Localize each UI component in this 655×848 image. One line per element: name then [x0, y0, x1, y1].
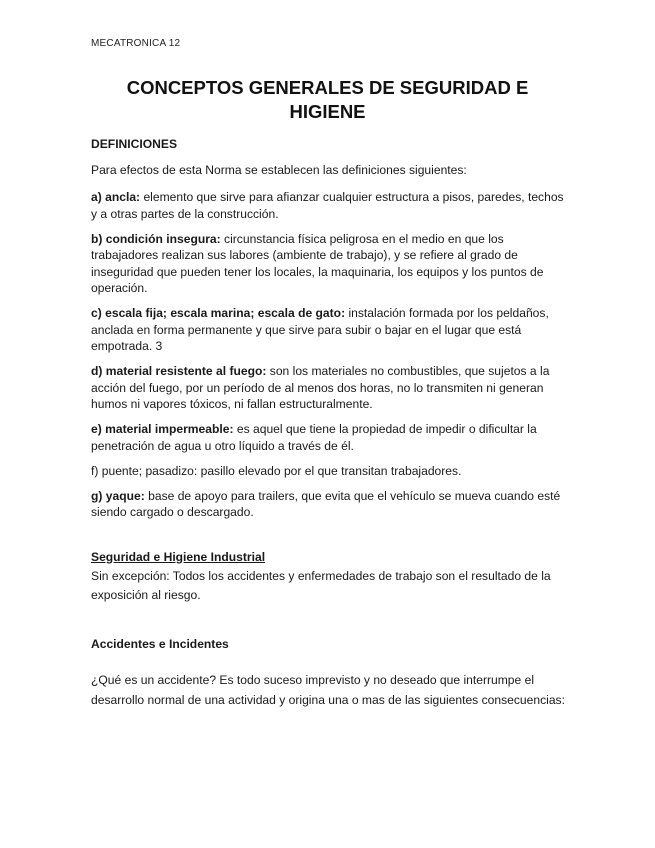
definition-item	[91, 363, 571, 413]
definition-text: son los materiales no combustibles, que sujetos a la acción del fuego, por un período de al menos dos horas, no lo transmiten ni generan humos ni vapores tóxicos, ni fallan estructuralmente.	[91, 364, 550, 411]
definition-text: elemento que sirve para afianzar cualquier estructura a pisos, paredes, techos y a otras partes de la construcción.	[91, 190, 564, 221]
definition-item	[91, 231, 571, 297]
definition-item	[91, 189, 571, 222]
definition-term: a) ancla:	[91, 190, 141, 204]
definition-text: instalación formada por los peldaños, anclada en forma permanente y que sirve para subir o bajar en el lugar que está empotrada. 3	[91, 306, 549, 353]
definition-text: es aquel que tiene la propiedad de impedir o dificultar la penetración de agua u otro líquido a través de él.	[91, 422, 537, 453]
definition-text: circunstancia física peligrosa en el medio en que los trabajadores realizan sus labores (ambiente de trabajo), y se refiere al grado de inseguridad que pueden tener los locales, la maquinaria, los equipos y los puntos de operación.	[91, 231, 544, 295]
section-text-industrial: Sin excepción: Todos los accidentes y enfermedades de trabajo son el resultado de la exposición al riesgo.	[91, 569, 551, 602]
definition-term: g) yaque:	[91, 488, 145, 503]
page-header: MECATRONICA 12	[91, 38, 181, 49]
definition-text: f) puente; pasadizo: pasillo elevado por el que transitan trabajadores.	[91, 463, 462, 478]
section-heading-accidents: Accidentes e Incidentes	[91, 637, 229, 651]
page-title	[80, 76, 575, 124]
page-title-line-1: CONCEPTOS GENERALES DE SEGURIDAD E	[126, 77, 529, 98]
definition-item	[91, 488, 571, 521]
section-heading-industrial: Seguridad e Higiene Industrial	[91, 549, 266, 564]
section-text-accidents: ¿Qué es un accidente? Es todo suceso imprevisto y no deseado que interrumpe el desarrollo normal de una actividad y origina una o mas de las siguientes consecuencias:	[91, 672, 565, 707]
page-title-line-2: HIGIENE	[289, 101, 366, 122]
document-body	[91, 136, 571, 710]
definition-term: c) escala fija; escala marina; escala de gato:	[91, 306, 346, 320]
definition-item	[91, 305, 571, 355]
definition-term: e) material impermeable:	[91, 422, 234, 436]
definition-item	[91, 463, 571, 480]
definition-text: base de apoyo para trailers, que evita que el vehículo se mueva cuando esté siendo cargado o descargado.	[91, 488, 561, 519]
definition-term: d) material resistente al fuego:	[91, 364, 267, 378]
definitions-intro: Para efectos de esta Norma se establecen las definiciones siguientes:	[91, 162, 467, 177]
definitions-heading: DEFINICIONES	[91, 137, 178, 151]
definition-item	[91, 421, 571, 454]
definition-term: b) condición insegura:	[91, 231, 221, 246]
